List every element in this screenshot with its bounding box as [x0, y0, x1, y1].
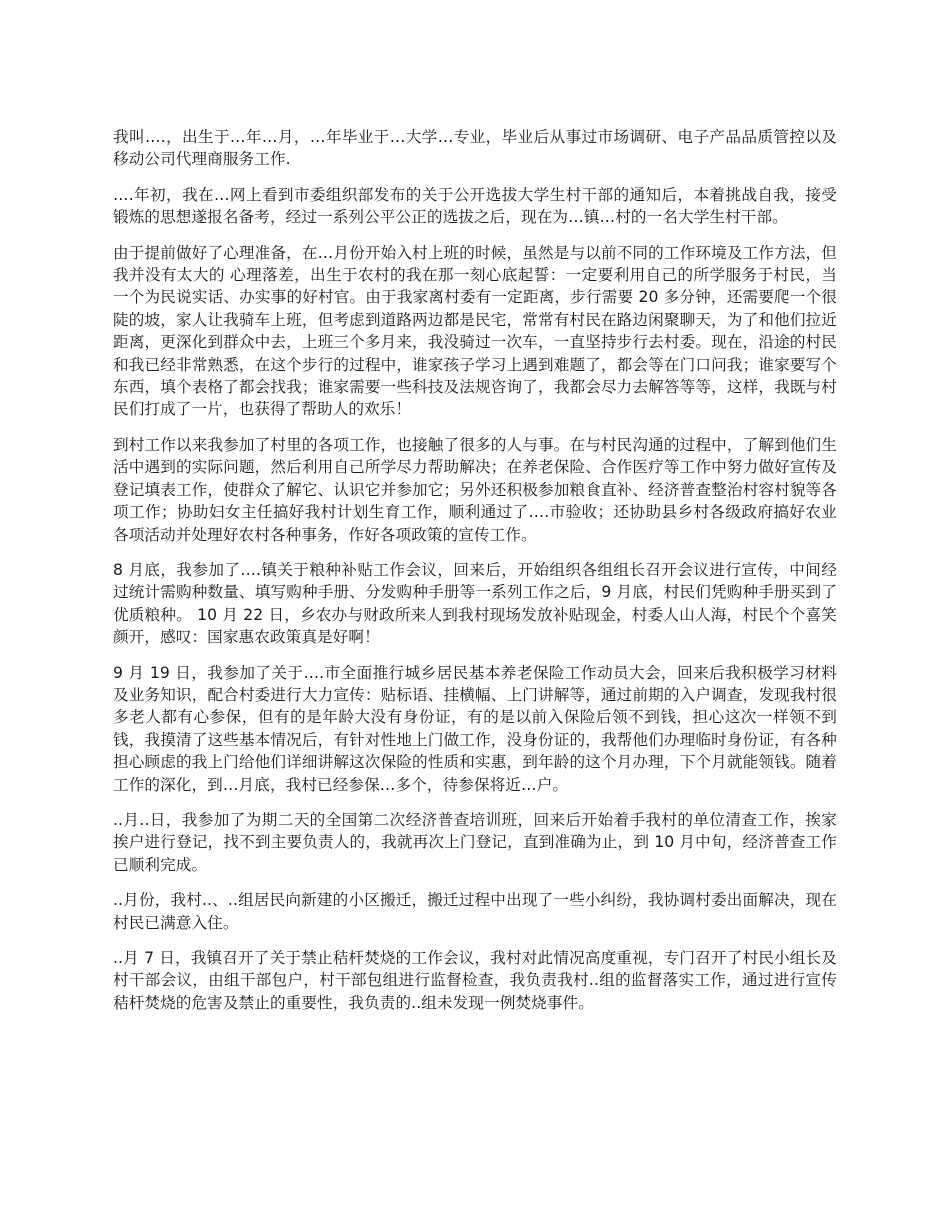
paragraph-5: 8 月底，我参加了….镇关于粮种补贴工作会议，回来后，开始组织各组组长召开会议进行宣传，中间经过统计需购种数量、填写购种手册、分发购种手册等一系列工作之后，9 月底，村民们凭购种手册买到了优质粮种。 10 月 22 日，乡农办与财政所来人到我村现场发放补贴现金，村委人山人海，村民个个喜笑颜开，感叹：国家惠农政策真是好啊！ — [113, 560, 837, 647]
paragraph-1: 我叫….，出生于…年…月，…年毕业于…大学…专业，毕业后从事过市场调研、电子产品品质管控以及移动公司代理商服务工作. — [113, 128, 837, 169]
paragraph-6: 9 月 19 日，我参加了关于….市全面推行城乡居民基本养老保险工作动员大会，回来后我积极学习材料及业务知识，配合村委进行大力宣传：贴标语、挂横幅、上门讲解等，通过前期的入户调查，发现我村很多老人都有心参保，但有的是年龄大没有身份证，有的是以前入保险后领不到钱，担心这次一样领不到钱，我摸清了这些基本情况后，有针对性地上门做工作，没身份证的，我帮他们办理临时身份证，有各种担心顾虑的我上门给他们详细讲解这次保险的性质和实惠，到年龄的这个月办理，下个月就能领钱。随着工作的深化，到…月底，我村已经参保…多个，待参保将近…户。 — [113, 663, 837, 794]
paragraph-2: ….年初，我在…网上看到市委组织部发布的关于公开选拔大学生村干部的通知后，本着挑战自我，接受锻炼的思想遂报名备考，经过一系列公平公正的选拔之后，现在为…镇…村的一名大学生村干部。 — [113, 185, 837, 227]
document-body — [113, 126, 837, 1027]
paragraph-9: ..月 7 日，我镇召开了关于禁止秸杆焚烧的工作会议，我村对此情况高度重视，专门召开了村民小组长及村干部会议，由组干部包户，村干部包组进行监督检查，我负责我村..组的监督落实工作，通过进行宣传秸杆焚烧的危害及禁止的重要性，我负责的..组未发现一例焚烧事件。 — [113, 949, 837, 1012]
paragraph-7: ..月..日，我参加了为期二天的全国第二次经济普查培训班，回来后开始着手我村的单位清查工作，挨家挨户进行登记，找不到主要负责人的，我就再次上门登记，直到准确为止，到 10 月中旬，经济普查工作已顺利完成。 — [113, 810, 837, 874]
paragraph-4: 到村工作以来我参加了村里的各项工作，也接触了很多的人与事。在与村民沟通的过程中，了解到他们生活中遇到的实际问题，然后利用自己所学尽力帮助解决；在养老保险、合作医疗等工作中努力做好宣传及登记填表工作，使群众了解它、认识它并参加它；另外还积极参加粮食直补、经济普查整治村容村貌等各项工作；协助妇女主任搞好我村计划生育工作，顺利通过了….市验收；还协助县乡村各级政府搞好农业各项活动并处理好农村各种事务，作好各项政策的宣传工作。 — [113, 435, 837, 544]
paragraph-8: ..月份，我村..、..组居民向新建的小区搬迁，搬迁过程中出现了一些小纠纷，我协调村委出面解决，现在村民已满意入住。 — [113, 891, 837, 932]
paragraph-3: 由于提前做好了心理准备，在…月份开始入村上班的时候，虽然是与以前不同的工作环境及工作方法，但我并没有太大的 心理落差，出生于农村的我在那一刻心底起誓：一定要利用自己的所学服务于村民，当一个为民说实话、办实事的好村官。由于我家离村委有一定距离，步行需要 20 多分钟，还需要爬一个很陡的坡，家人让我骑车上班，但考虑到道路两边都是民宅，常常有村民在路边闲聚聊天，为了和他们拉近距离，更深化到群众中去，上班三个多月来，我没骑过一次车，一直坚持步行去村委。现在，沿途的村民和我已经非常熟悉，在这个步行的过程中，谁家孩子学习上遇到难题了，都会等在门口问我；谁家要写个东西，填个表格了都会找我；谁家需要一些科技及法规咨询了，我都会尽力去解答等等，这样，我既与村民们打成了一片，也获得了帮助人的欢乐！ — [113, 243, 837, 419]
